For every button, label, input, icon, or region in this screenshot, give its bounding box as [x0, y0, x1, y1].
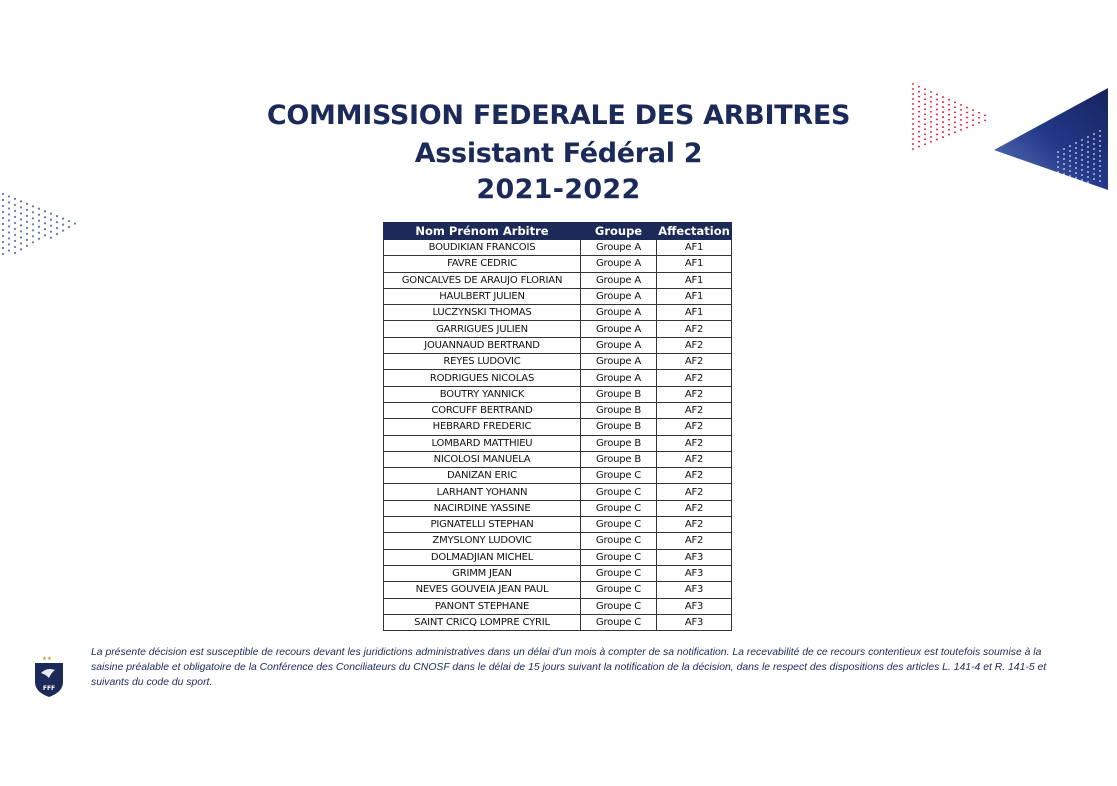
season-title: 2021-2022	[476, 174, 641, 205]
column-header-group: Groupe	[581, 223, 657, 240]
referee-name-cell: SAINT CRICQ LOMPRE CYRIL	[384, 614, 581, 630]
assignment-cell: AF1	[657, 256, 732, 272]
referee-table	[383, 222, 732, 631]
group-cell: Groupe B	[581, 419, 657, 435]
referee-name-cell: HEBRARD FREDERIC	[384, 419, 581, 435]
assignment-cell: AF3	[657, 582, 732, 598]
table-row	[384, 435, 732, 451]
page-title: COMMISSION FEDERALE DES ARBITRES	[266, 100, 851, 131]
referee-name-cell: BOUTRY YANNICK	[384, 386, 581, 402]
table-row	[384, 451, 732, 467]
assignment-cell: AF2	[657, 435, 732, 451]
table-row	[384, 256, 732, 272]
table-header-row	[384, 223, 732, 240]
assignment-cell: AF3	[657, 598, 732, 614]
table-row	[384, 500, 732, 516]
column-header-assignment: Affectation	[658, 224, 730, 238]
referee-name-cell: PIGNATELLI STEPHAN	[384, 517, 581, 533]
group-cell: Groupe B	[581, 402, 657, 418]
group-cell: Groupe A	[581, 272, 657, 288]
table-row	[384, 305, 732, 321]
assignment-cell: AF2	[657, 533, 732, 549]
referee-name-cell: RODRIGUES NICOLAS	[384, 370, 581, 386]
table-row	[384, 582, 732, 598]
referee-name-cell: HAULBERT JULIEN	[384, 288, 581, 304]
group-cell: Groupe B	[581, 435, 657, 451]
table-row	[384, 468, 732, 484]
referee-name-cell: BOUDIKIAN FRANCOIS	[384, 240, 581, 256]
legal-notice: La présente décision est susceptible de recours devant les juridictions administratives dans un délai d'un mois à compter de sa notification. La recevabilité de ce recours contentieux est toutefois soumise à la saisine préalable et obligatoire de la Conférence des Conciliateurs du CNOSF dans le délai de 15 jours suivant la notification de la décision, dans le respect des dispositions des articles L. 141-4 et R. 141-5 et suivants du code du sport.	[91, 647, 1047, 688]
group-cell: Groupe C	[581, 533, 657, 549]
group-cell: Groupe C	[581, 614, 657, 630]
referee-name-cell: NICOLOSI MANUELA	[384, 451, 581, 467]
group-cell: Groupe A	[581, 337, 657, 353]
assignment-cell: AF2	[657, 386, 732, 402]
assignment-cell: AF3	[657, 549, 732, 565]
group-cell: Groupe A	[581, 321, 657, 337]
group-cell: Groupe B	[581, 386, 657, 402]
assignment-cell: AF2	[657, 370, 732, 386]
assignment-cell: AF2	[657, 337, 732, 353]
group-cell: Groupe A	[581, 288, 657, 304]
fff-logo	[33, 656, 65, 698]
table-row	[384, 598, 732, 614]
table-row	[384, 337, 732, 353]
table-row	[384, 565, 732, 581]
assignment-cell: AF1	[657, 240, 732, 256]
assignment-cell: AF2	[657, 517, 732, 533]
table-row	[384, 370, 732, 386]
assignment-cell: AF2	[657, 484, 732, 500]
table-row	[384, 321, 732, 337]
group-cell: Groupe C	[581, 549, 657, 565]
assignment-cell: AF3	[657, 614, 732, 630]
assignment-cell: AF2	[657, 500, 732, 516]
table-row	[384, 288, 732, 304]
group-cell: Groupe A	[581, 305, 657, 321]
assignment-cell: AF2	[657, 419, 732, 435]
table-row	[384, 272, 732, 288]
referee-name-cell: LUCZYNSKI THOMAS	[384, 305, 581, 321]
table-row	[384, 402, 732, 418]
group-cell: Groupe A	[581, 256, 657, 272]
group-cell: Groupe A	[581, 240, 657, 256]
referee-name-cell: GONCALVES DE ARAUJO FLORIAN	[384, 272, 581, 288]
referee-name-cell: GARRIGUES JULIEN	[384, 321, 581, 337]
group-cell: Groupe C	[581, 598, 657, 614]
group-cell: Groupe C	[581, 484, 657, 500]
table-row	[384, 419, 732, 435]
group-cell: Groupe C	[581, 565, 657, 581]
assignment-cell: AF1	[657, 272, 732, 288]
referee-name-cell: ZMYSLONY LUDOVIC	[384, 533, 581, 549]
referee-name-cell: NEVES GOUVEIA JEAN PAUL	[384, 582, 581, 598]
table-row	[384, 533, 732, 549]
assignment-cell: AF1	[657, 288, 732, 304]
referee-name-cell: REYES LUDOVIC	[384, 354, 581, 370]
column-header-name: Nom Prénom Arbitre	[384, 223, 581, 240]
assignment-cell: AF2	[657, 468, 732, 484]
group-cell: Groupe C	[581, 517, 657, 533]
table-row	[384, 549, 732, 565]
referee-name-cell: PANONT STEPHANE	[384, 598, 581, 614]
fff-logo-text: FFF	[42, 685, 56, 692]
group-cell: Groupe A	[581, 354, 657, 370]
referee-name-cell: DANIZAN ERIC	[384, 468, 581, 484]
table-row	[384, 386, 732, 402]
page-subtitle: Assistant Fédéral 2	[414, 138, 703, 169]
table-row	[384, 354, 732, 370]
referee-name-cell: LARHANT YOHANN	[384, 484, 581, 500]
referee-name-cell: CORCUFF BERTRAND	[384, 402, 581, 418]
assignment-cell: AF2	[657, 354, 732, 370]
assignment-cell: AF3	[657, 565, 732, 581]
group-cell: Groupe C	[581, 468, 657, 484]
referee-name-cell: NACIRDINE YASSINE	[384, 500, 581, 516]
assignment-cell: AF2	[657, 402, 732, 418]
table-row	[384, 614, 732, 630]
table-row	[384, 517, 732, 533]
group-cell: Groupe B	[581, 451, 657, 467]
group-cell: Groupe C	[581, 500, 657, 516]
assignment-cell: AF2	[657, 321, 732, 337]
assignment-cell: AF1	[657, 305, 732, 321]
referee-name-cell: JOUANNAUD BERTRAND	[384, 337, 581, 353]
table-row	[384, 484, 732, 500]
referee-name-cell: LOMBARD MATTHIEU	[384, 435, 581, 451]
assignment-cell: AF2	[657, 451, 732, 467]
table-row	[384, 240, 732, 256]
referee-name-cell: GRIMM JEAN	[384, 565, 581, 581]
referee-name-cell: FAVRE CEDRIC	[384, 256, 581, 272]
group-cell: Groupe C	[581, 582, 657, 598]
referee-name-cell: DOLMADJIAN MICHEL	[384, 549, 581, 565]
group-cell: Groupe A	[581, 370, 657, 386]
